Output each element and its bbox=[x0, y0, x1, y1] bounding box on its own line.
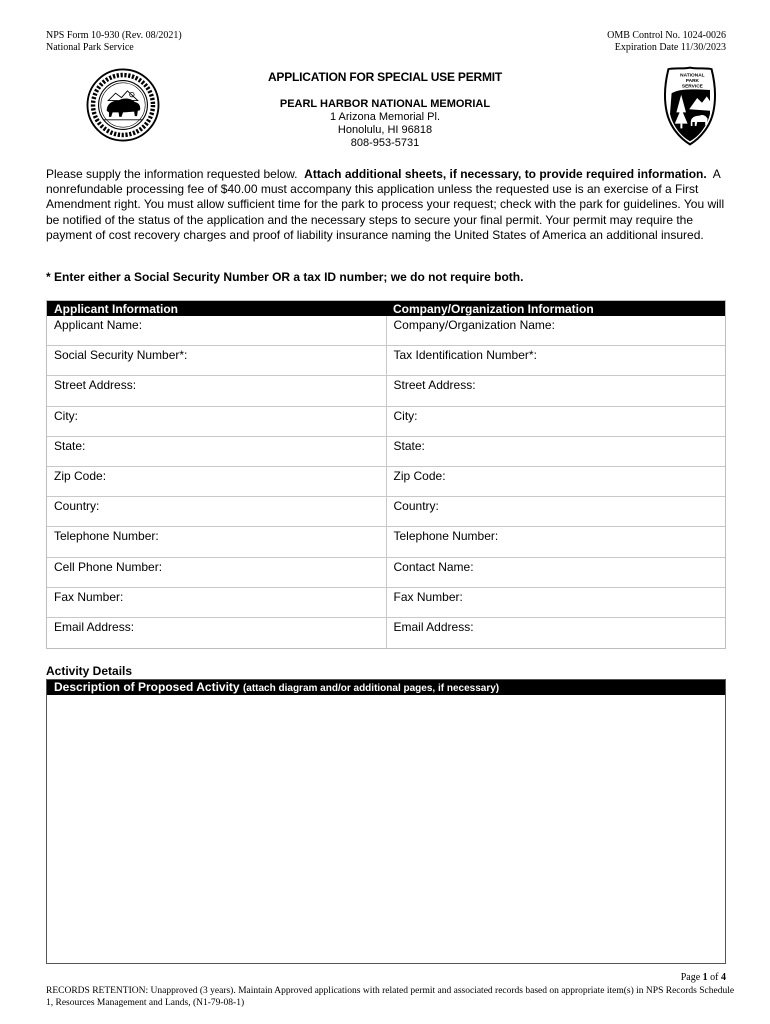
activity-description-title: Description of Proposed Activity bbox=[54, 680, 240, 694]
company-field[interactable]: Country: bbox=[386, 497, 726, 526]
applicant-field[interactable]: Applicant Name: bbox=[54, 318, 143, 332]
company-field[interactable]: Company/Organization Name: bbox=[386, 316, 726, 345]
table-row bbox=[47, 558, 725, 588]
table-row bbox=[47, 437, 725, 467]
ssn-note: * Enter either a Social Security Number OR a tax ID number; we do not require both. bbox=[46, 270, 524, 284]
applicant-field[interactable]: Country: bbox=[54, 499, 100, 514]
arrowhead-text-national: NATIONAL bbox=[680, 73, 705, 79]
table-row bbox=[47, 497, 725, 527]
form-number: NPS Form 10-930 (Rev. 08/2021) bbox=[46, 30, 182, 41]
park-address-block bbox=[0, 98, 770, 150]
applicant-field[interactable]: Street Address: bbox=[54, 378, 137, 393]
omb-control-number: OMB Control No. 1024-0026 bbox=[607, 30, 726, 41]
table-row bbox=[47, 316, 725, 346]
table-row bbox=[47, 376, 725, 406]
table-row bbox=[47, 527, 725, 557]
park-street: 1 Arizona Memorial Pl. bbox=[329, 111, 441, 123]
park-phone: 808-953-5731 bbox=[350, 137, 420, 149]
agency-name: National Park Service bbox=[46, 42, 134, 53]
company-field[interactable]: Fax Number: bbox=[386, 588, 726, 617]
arrowhead-text-park: PARK bbox=[685, 79, 700, 84]
applicant-field[interactable]: Social Security Number*: bbox=[54, 348, 188, 363]
table-row bbox=[47, 407, 725, 437]
instructions-bold: Attach additional sheets, if necessary, to provide required information. bbox=[304, 167, 707, 181]
form-header-right bbox=[607, 30, 726, 54]
page-total: 4 bbox=[721, 972, 726, 983]
activity-description-note: (attach diagram and/or additional pages, if necessary) bbox=[242, 683, 500, 694]
table-header bbox=[47, 301, 725, 316]
instructions-paragraph bbox=[46, 167, 726, 243]
instructions-rest: A nonrefundable processing fee of $40.00 must accompany this application unless the requested use is an exercise of a First Amendment right. You must allow sufficient time for the park to process your request; check with the park for guidelines. You will be notified of the status of the application and the necessary steps to secure your final permit. Your permit may require the payment of cost recovery charges and proof of liability insurance naming the United States of America an additional insured. bbox=[46, 167, 725, 242]
table-row bbox=[47, 618, 725, 648]
company-field[interactable]: State: bbox=[386, 437, 726, 466]
expiration-date: Expiration Date 11/30/2023 bbox=[614, 42, 726, 53]
page-mid: of bbox=[707, 972, 721, 983]
company-field[interactable]: Street Address: bbox=[386, 376, 726, 405]
table-body bbox=[47, 316, 725, 648]
page-prefix: Page bbox=[680, 972, 703, 983]
park-city-line: Honolulu, HI 96818 bbox=[337, 124, 433, 136]
applicant-info-table bbox=[46, 300, 726, 649]
table-row bbox=[47, 346, 725, 376]
applicant-field[interactable]: Telephone Number: bbox=[54, 529, 159, 544]
records-retention-note: RECORDS RETENTION: Unapproved (3 years). Maintain Approved applications with related permit and associated records based on appropriate item(s) in NPS Records Schedule 1, Resources Management and Lands, (N1-79-08-1) bbox=[46, 986, 735, 1008]
instructions-lead: Please supply the information requested below. bbox=[46, 167, 298, 181]
company-field[interactable]: Contact Name: bbox=[386, 558, 726, 587]
applicant-field[interactable]: Zip Code: bbox=[54, 468, 107, 483]
form-header-left bbox=[46, 30, 182, 54]
activity-description-header bbox=[47, 680, 725, 695]
table-row bbox=[47, 467, 725, 497]
activity-description-field[interactable] bbox=[47, 695, 729, 967]
company-field[interactable]: Tax Identification Number*: bbox=[386, 346, 726, 375]
activity-description-box bbox=[46, 679, 726, 964]
company-field[interactable]: Email Address: bbox=[386, 618, 726, 648]
applicant-field[interactable]: Email Address: bbox=[54, 619, 135, 634]
applicant-field[interactable]: State: bbox=[54, 438, 86, 453]
page-current: 1 bbox=[702, 972, 708, 983]
applicant-field[interactable]: Fax Number: bbox=[54, 589, 124, 604]
page-number bbox=[681, 972, 726, 983]
applicant-field[interactable]: Cell Phone Number: bbox=[54, 559, 163, 574]
table-row bbox=[47, 588, 725, 618]
form-title: APPLICATION FOR SPECIAL USE PERMIT bbox=[267, 70, 503, 84]
company-info-header: Company/Organization Information bbox=[393, 302, 594, 316]
park-name: PEARL HARBOR NATIONAL MEMORIAL bbox=[279, 98, 491, 110]
applicant-field[interactable]: City: bbox=[54, 408, 78, 423]
company-field[interactable]: City: bbox=[386, 407, 726, 436]
arrowhead-text-service: SERVICE bbox=[681, 84, 703, 90]
company-field[interactable]: Zip Code: bbox=[386, 467, 726, 496]
company-field[interactable]: Telephone Number: bbox=[386, 527, 726, 556]
applicant-info-header: Applicant Information bbox=[54, 302, 178, 316]
activity-details-label: Activity Details bbox=[46, 664, 133, 678]
